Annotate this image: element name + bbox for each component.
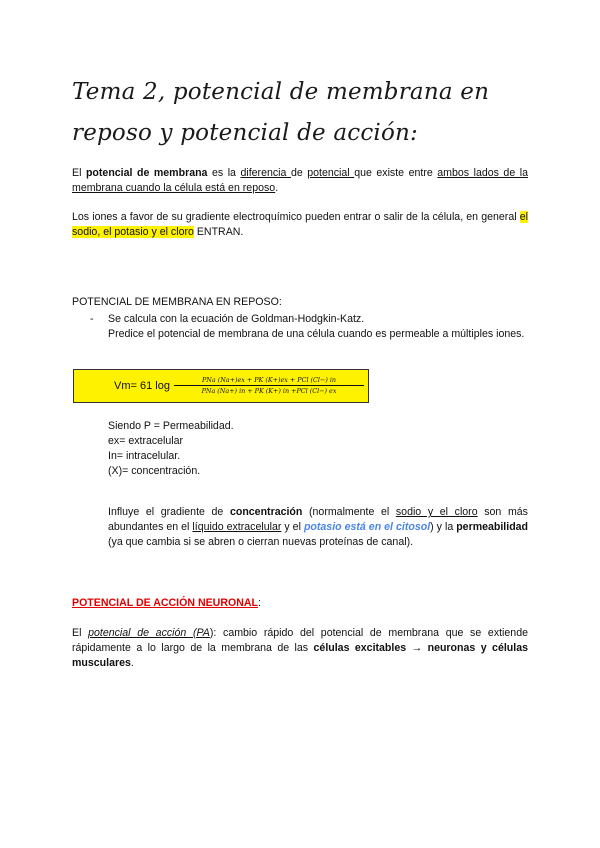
definition-item: In= intracelular. <box>108 450 181 462</box>
bullet-text <box>108 312 528 342</box>
paragraph-influye <box>108 505 528 550</box>
section-heading-reposo: POTENCIAL DE MEMBRANA EN REPOSO: <box>72 296 282 308</box>
paragraph-potencial-membrana <box>72 166 528 196</box>
formula-numerator: PNa (Na+)ex + PK (K+)ex + PCl (Cl−) in <box>174 376 364 386</box>
bold-term: potencial de membrana <box>85 167 208 179</box>
highlighted-term: el sodio, el potasio y el cloro <box>72 211 528 238</box>
text-run: que existe entre <box>354 167 438 179</box>
bold-term: permeabilidad <box>456 521 529 533</box>
text-run: . <box>130 657 134 669</box>
page-title: Tema 2, potencial de membrana en reposo y potencial de acción: <box>72 79 490 146</box>
underlined-term: diferencia <box>240 167 291 179</box>
bold-term: células excitables → neuronas y células musculares <box>72 642 528 669</box>
italic-underlined-term: potencial de acción (PA <box>88 627 210 639</box>
bullet-line: Predice el potencial de membrana de una célula cuando es permeable a múltiples iones. <box>108 328 525 340</box>
bold-term: concentración <box>229 506 303 518</box>
text-run: ENTRAN. <box>193 226 244 238</box>
definition-item: (X)= concentración. <box>108 465 201 477</box>
bullet-dash: - <box>90 313 94 325</box>
formula-fraction <box>174 376 364 395</box>
underlined-term: sodio y el cloro <box>395 506 478 518</box>
text-run: de <box>290 167 308 179</box>
definition-item: ex= extracelular <box>108 435 184 447</box>
text-run: (normalmente el <box>302 506 396 518</box>
text-run: El <box>72 167 86 179</box>
underlined-term: líquido extracelular <box>192 521 282 533</box>
text-run: ): cambio rápido del potencial de membrana que se extiende rápidamente a lo largo de la membrana de las <box>72 627 528 654</box>
goldman-formula-box <box>73 369 369 403</box>
text-run: es la <box>207 167 241 179</box>
text-run: son más abundantes en el <box>108 506 528 533</box>
definitions-list <box>108 419 234 479</box>
text-run: El <box>72 627 89 639</box>
paragraph-potencial-accion <box>72 626 528 671</box>
blue-italic-term: potasio está en el citosol <box>303 521 431 533</box>
text-run: ) y la <box>430 521 457 533</box>
formula-lhs: Vm= 61 log <box>114 380 170 392</box>
section-heading-accion <box>72 596 528 611</box>
formula-denominator: PNa (Na+) in + PK (K+) in +PCl (Cl−) ex <box>201 387 337 395</box>
definition-item: Siendo P = Permeabilidad. <box>108 420 234 432</box>
bullet-line: Se calcula con la ecuación de Goldman-Hodgkin-Katz. <box>108 313 365 325</box>
paragraph-iones <box>72 210 528 240</box>
text-run: . <box>275 182 279 194</box>
red-heading: POTENCIAL DE ACCIÓN NEURONAL <box>72 597 258 609</box>
underlined-term: ambos lados de la membrana cuando la célula está en reposo <box>72 167 528 194</box>
text-run: Influye el gradiente de <box>108 506 230 518</box>
underlined-term: potencial <box>307 167 355 179</box>
text-run: : <box>258 597 261 609</box>
text-run: Los iones a favor de su gradiente electroquímico pueden entrar o salir de la célula, en general <box>72 211 520 223</box>
text-run: y el <box>281 521 304 533</box>
text-run: (ya que cambia si se abren o cierran nuevas proteínas de canal). <box>108 536 414 548</box>
